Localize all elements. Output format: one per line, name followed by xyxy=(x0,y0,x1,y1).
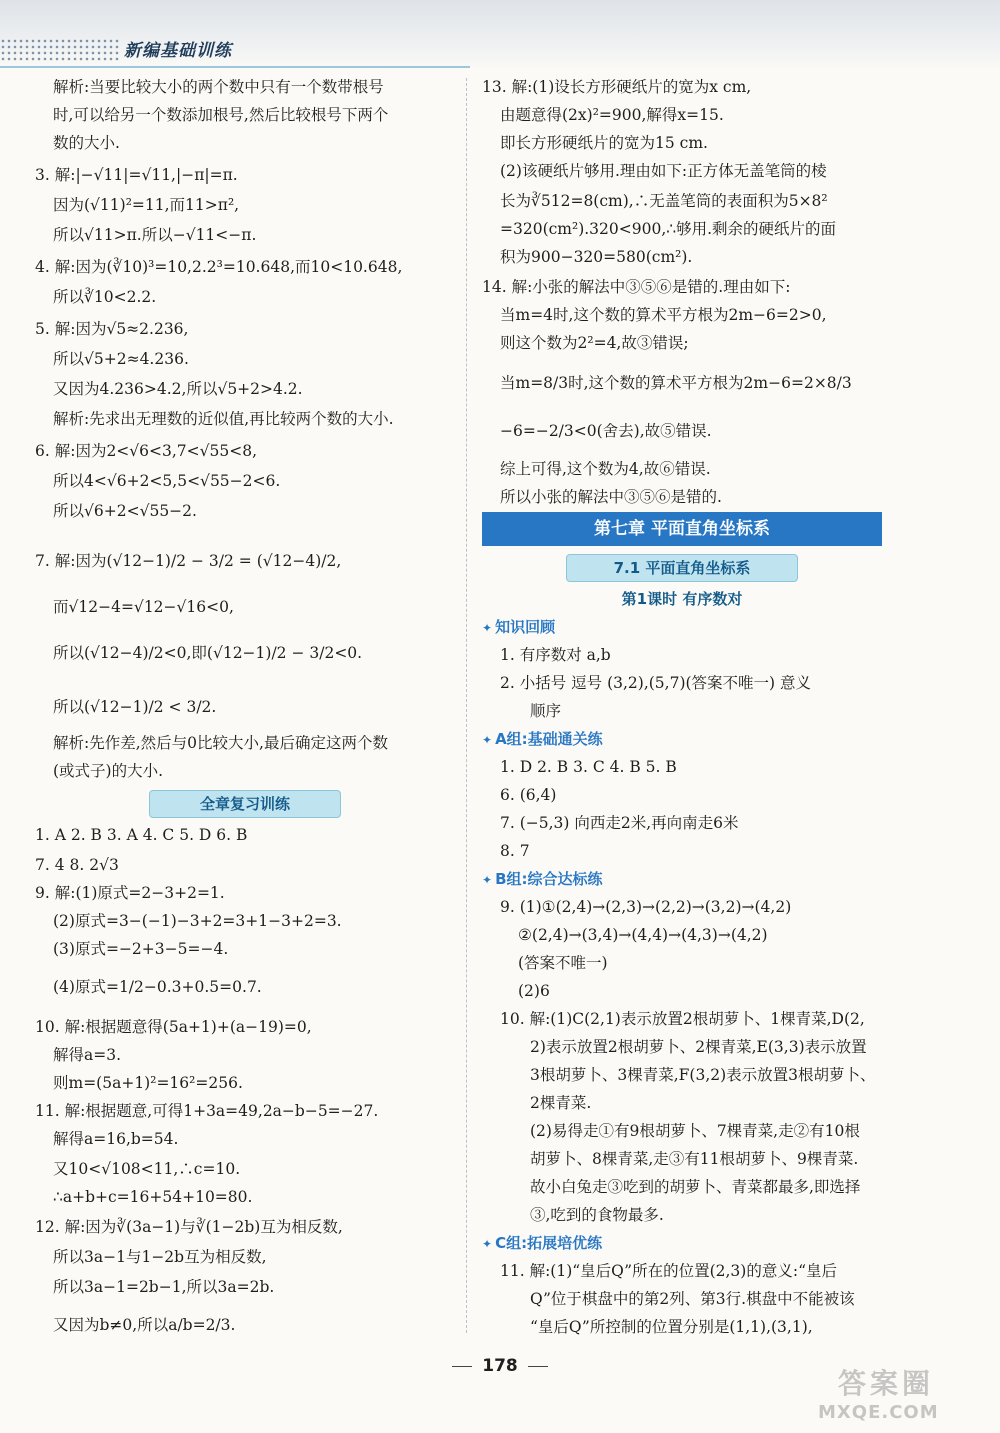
section-banner-review: 全章复习训练 xyxy=(149,790,341,818)
text-line: 3根胡萝卜、3棵青菜,F(3,2)表示放置3根胡萝卜、 xyxy=(530,1066,876,1084)
text-line: 胡萝卜、8棵青菜,走③有11根胡萝卜、9棵青菜. xyxy=(530,1150,859,1168)
text-line: 10. 解:根据题意得(5a+1)+(a−19)=0, xyxy=(35,1018,312,1036)
text-line: (3)原式=−2+3−5=−4. xyxy=(53,940,229,958)
text-line: 2)表示放置2根胡萝卜、2棵青菜,E(3,3)表示放置 xyxy=(530,1038,867,1056)
watermark-text-en: MXQE.COM xyxy=(818,1402,939,1423)
text-line: 故小白兔走③吃到的胡萝卜、青菜都最多,即选择 xyxy=(530,1178,861,1196)
text-line: 当m=8/3时,这个数的算术平方根为2m−6=2×8/3 xyxy=(500,374,852,392)
text-line: 解析:先求出无理数的近似值,再比较两个数的大小. xyxy=(53,410,394,428)
text-line: 所以(√12−4)/2<0,即(√12−1)/2 − 3/2<0. xyxy=(53,644,363,662)
text-line: “皇后Q”所控制的位置分别是(1,1),(3,1), xyxy=(530,1318,813,1336)
text-line: 所以3a−1=2b−1,所以3a=2b. xyxy=(53,1278,275,1296)
text-line: 2. 小括号 逗号 (3,2),(5,7)(答案不唯一) 意义 xyxy=(500,674,812,692)
text-line: 13. 解:(1)设长方形硬纸片的宽为x cm, xyxy=(482,78,752,96)
text-line: 1. 有序数对 a,b xyxy=(500,646,611,664)
text-line: 8. 7 xyxy=(500,842,530,860)
text-line: 积为900−320=580(cm²). xyxy=(500,248,693,266)
column-divider xyxy=(466,78,467,1333)
text-line: 所以√5+2≈4.236. xyxy=(53,350,189,368)
text-line: (4)原式=1/2−0.3+0.5=0.7. xyxy=(53,978,262,996)
text-line: 14. 解:小张的解法中③⑤⑥是错的.理由如下: xyxy=(482,278,791,296)
text-line: 长为∛512=8(cm),∴无盖笔筒的表面积为5×8² xyxy=(500,192,828,210)
text-line: 2棵青菜. xyxy=(530,1094,592,1112)
text-line: 又10<√108<11,∴c=10. xyxy=(53,1160,241,1178)
text-line: 6. (6,4) xyxy=(500,786,557,804)
watermark xyxy=(818,1362,988,1426)
text-line: 10. 解:(1)C(2,1)表示放置2根胡萝卜、1棵青菜,D(2, xyxy=(500,1010,865,1028)
text-line: 1. A 2. B 3. A 4. C 5. D 6. B xyxy=(35,826,248,844)
text-line: 则这个数为2²=4,故③错误; xyxy=(500,334,689,352)
text-line: 则m=(5a+1)²=16²=256. xyxy=(53,1074,243,1092)
text-line: 所以√6+2<√55−2. xyxy=(53,502,197,520)
text-line: 12. 解:因为∛(3a−1)与∛(1−2b)互为相反数, xyxy=(35,1218,343,1236)
text-line: 解析:当要比较大小的两个数中只有一个数带根号 xyxy=(53,78,384,96)
text-line: 9. (1)①(2,4)→(2,3)→(2,2)→(3,2)→(4,2) xyxy=(500,898,792,916)
text-line: 而√12−4=√12−√16<0, xyxy=(53,598,234,616)
page-header xyxy=(0,0,1000,70)
text-line: 解析:先作差,然后与0比较大小,最后确定这两个数 xyxy=(53,734,388,752)
text-line: 顺序 xyxy=(530,702,562,720)
text-line: −6=−2/3<0(舍去),故⑤错误. xyxy=(500,422,712,440)
text-line: 即长方形硬纸片的宽为15 cm. xyxy=(500,134,708,152)
text-line: 因为(√11)²=11,而11>π², xyxy=(53,196,240,214)
text-line: 又因为b≠0,所以a/b=2/3. xyxy=(53,1316,236,1334)
text-line: 所以小张的解法中③⑤⑥是错的. xyxy=(500,488,722,506)
text-line: 9. 解:(1)原式=2−3+2=1. xyxy=(35,884,225,902)
text-line: (2)原式=3−(−1)−3+2=3+1−3+2=3. xyxy=(53,912,342,930)
text-line: 时,可以给另一个数添加根号,然后比较根号下两个 xyxy=(53,106,389,124)
text-line: 5. 解:因为√5≈2.236, xyxy=(35,320,189,338)
text-line: 7. (−5,3) 向西走2米,再向南走6米 xyxy=(500,814,739,832)
page-number: 178 xyxy=(482,1356,518,1376)
text-line: 3. 解:|−√11|=√11,|−π|=π. xyxy=(35,166,238,184)
page-number-dash xyxy=(452,1366,472,1367)
text-line: 所以4<√6+2<5,5<√55−2<6. xyxy=(53,472,281,490)
text-line: 所以∛10<2.2. xyxy=(53,288,157,306)
lesson-title: 第1课时 有序数对 xyxy=(621,590,743,608)
text-line: Q”位于棋盘中的第2列、第3行.棋盘中不能被该 xyxy=(530,1290,855,1308)
section-heading-a: ✦ A组:基础通关练 xyxy=(482,728,603,749)
text-line: 7. 解:因为(√12−1)/2 − 3/2 = (√12−4)/2, xyxy=(35,552,342,570)
header-dot-pattern xyxy=(0,38,120,62)
text-line: 解得a=3. xyxy=(53,1046,122,1064)
text-line: ∴a+b+c=16+54+10=80. xyxy=(53,1188,253,1206)
text-line: 由题意得(2x)²=900,解得x=15. xyxy=(500,106,724,124)
text-line: 解得a=16,b=54. xyxy=(53,1130,179,1148)
text-line: 所以3a−1与1−2b互为相反数, xyxy=(53,1248,267,1266)
text-line: 所以(√12−1)/2 < 3/2. xyxy=(53,698,217,716)
text-line: ③,吃到的食物最多. xyxy=(530,1206,664,1224)
section-heading-b: ✦ B组:综合达标练 xyxy=(482,868,603,889)
text-line: 数的大小. xyxy=(53,134,120,152)
section-heading-c: ✦ C组:拓展培优练 xyxy=(482,1232,602,1253)
text-line: 又因为4.236>4.2,所以√5+2>4.2. xyxy=(53,380,303,398)
watermark-text-cn: 答案圈 xyxy=(838,1367,935,1400)
series-title: 新编基础训练 xyxy=(124,41,232,61)
text-line: 4. 解:因为(∛10)³=10,2.2³=10.648,而10<10.648, xyxy=(35,258,403,276)
header-rule xyxy=(0,66,470,68)
text-line: 7. 4 8. 2√3 xyxy=(35,856,119,874)
text-line: (2)易得走①有9根胡萝卜、7棵青菜,走②有10根 xyxy=(530,1122,860,1140)
text-line: (或式子)的大小. xyxy=(53,762,164,780)
text-line: 所以√11>π.所以−√11<−π. xyxy=(53,226,257,244)
text-line: 6. 解:因为2<√6<3,7<√55<8, xyxy=(35,442,258,460)
text-line: (2)该硬纸片够用.理由如下:正方体无盖笔筒的棱 xyxy=(500,162,827,180)
text-line: 当m=4时,这个数的算术平方根为2m−6=2>0, xyxy=(500,306,827,324)
text-line: (2)6 xyxy=(518,982,550,1000)
text-line: (答案不唯一) xyxy=(518,954,608,972)
chapter-banner: 第七章 平面直角坐标系 xyxy=(482,512,882,546)
text-line: =320(cm²).320<900,∴够用.剩余的硬纸片的面 xyxy=(500,220,837,238)
text-line: 11. 解:(1)“皇后Q”所在的位置(2,3)的意义:“皇后 xyxy=(500,1262,837,1280)
text-line: 11. 解:根据题意,可得1+3a=49,2a−b−5=−27. xyxy=(35,1102,379,1120)
text-line: 综上可得,这个数为4,故⑥错误. xyxy=(500,460,711,478)
text-line: ②(2,4)→(3,4)→(4,4)→(4,3)→(4,2) xyxy=(518,926,768,944)
section-heading-review: ✦ 知识回顾 xyxy=(482,616,555,637)
section-title: 7.1 平面直角坐标系 xyxy=(566,554,798,582)
page-number-dash xyxy=(528,1366,548,1367)
text-line: 1. D 2. B 3. C 4. B 5. B xyxy=(500,758,677,776)
